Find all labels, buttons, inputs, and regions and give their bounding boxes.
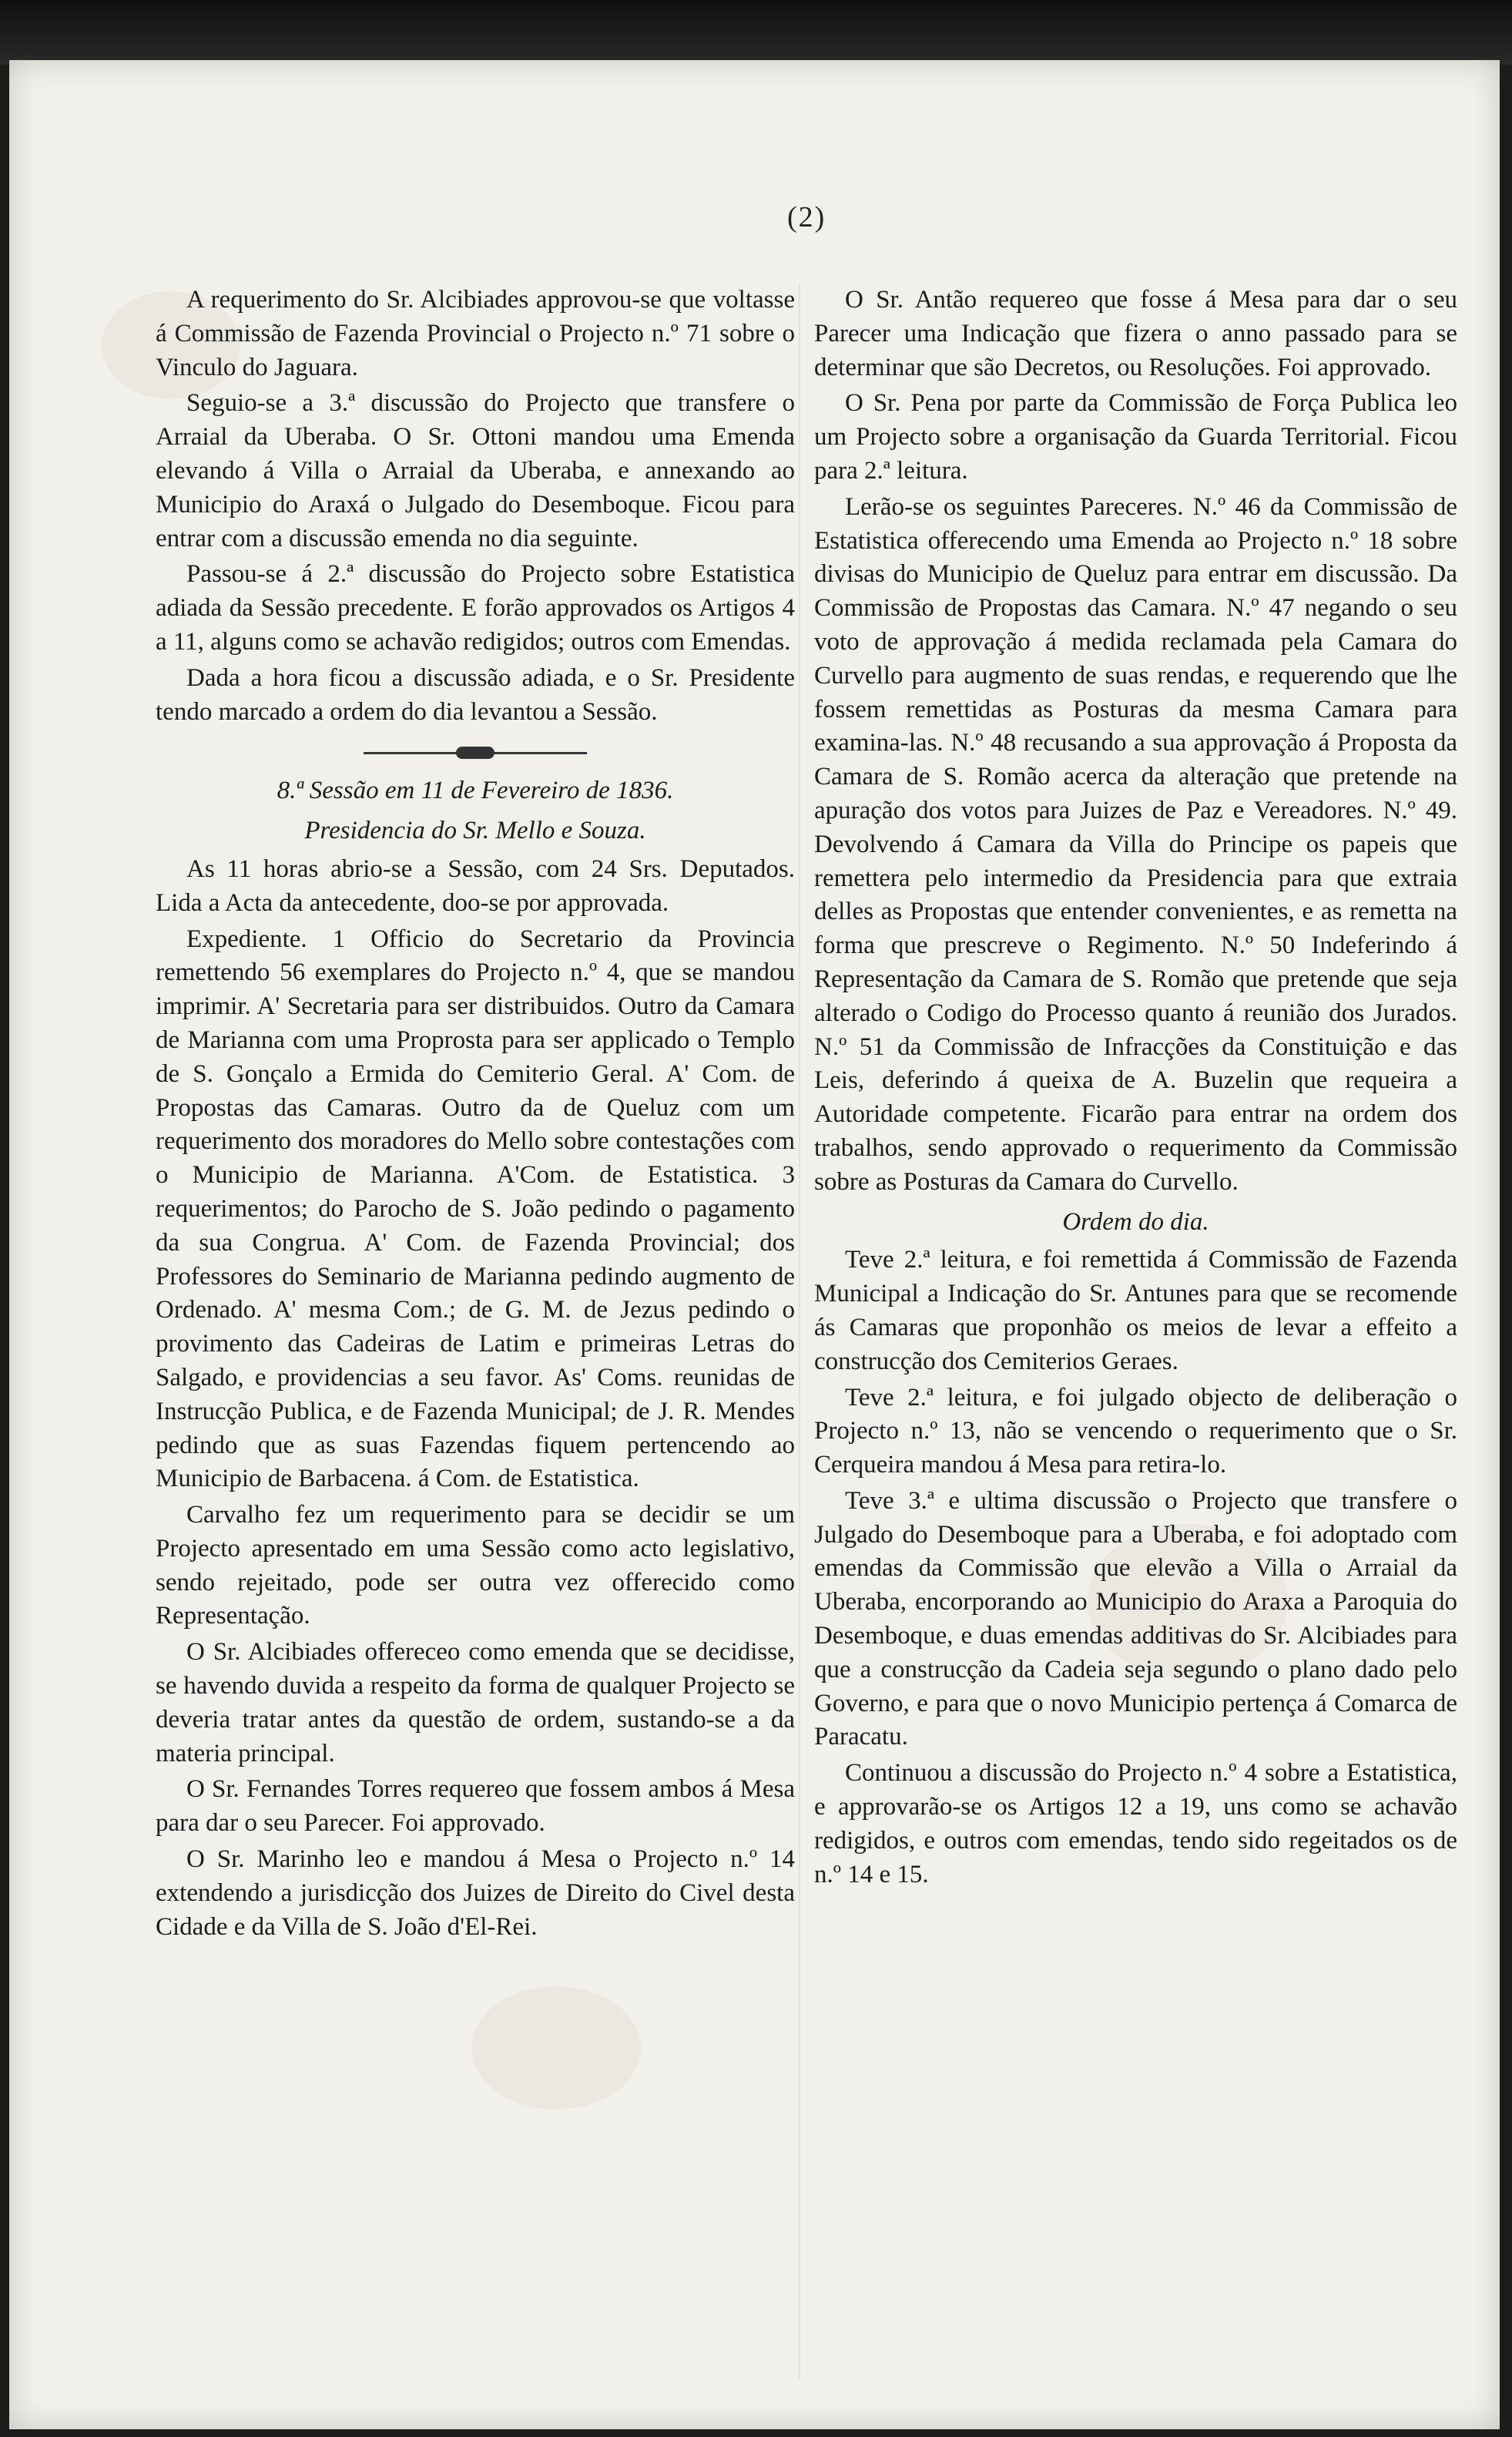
paragraph: O Sr. Marinho leo e mandou á Mesa o Projecto n.º 14 extendendo a jurisdicção dos Juizes de Direito do Civel desta Cidade e da Villa de S. João d'El-Rei. (156, 1845, 795, 1941)
column-separator (799, 284, 800, 2379)
paragraph: O Sr. Alcibiades offereceo como emenda que se decidisse, se havendo duvida a respeito da forma de qualquer Projecto se deveria tratar antes da questão de ordem, sustando-se a da materia principal. (156, 1638, 795, 1767)
paragraph: O Sr. Pena por parte da Commissão de Força Publica leo um Projecto sobre a organisação da Guarda Territorial. Ficou para 2.ª leitura. (814, 389, 1457, 485)
paragraph: O Sr. Antão requereo que fosse á Mesa para dar o seu Parecer uma Indicação que fizera o anno passado para se determinar que são Decretos, ou Resoluções. Foi approvado. (814, 286, 1457, 381)
paragraph: Continuou a discussão do Projecto n.º 4 sobre a Estatistica, e approvarão-se os Artigos 12 a 19, uns como se achavão redigidos, e outros com emendas, tendo sido regeitados os de n.º 14 e 15. (814, 1759, 1457, 1888)
session-heading: 8.ª Sessão em 11 de Fevereiro de 1836. (277, 777, 674, 805)
paragraph: Seguio-se a 3.ª discussão do Projecto que transfere o Arraial da Uberaba. O Sr. Ottoni mandou uma Emenda elevando á Villa o Arraial da Uberaba, e annexando ao Municipio do Araxá o Julgado do Desemboque. Ficou para entrar com a discussão emenda no dia seguinte. (156, 389, 795, 552)
paragraph: Passou-se á 2.ª discussão do Projecto sobre Estatistica adiada da Sessão precedente. E forão approvados os Artigos 4 a 11, alguns como se achavão redigidos; outros com Emendas. (156, 560, 795, 656)
document-page (9, 60, 1500, 2429)
paragraph: Lerão-se os seguintes Pareceres. N.º 46 da Commissão de Estatistica offerecendo uma Emenda ao Projecto n.º 18 sobre divisas do Municipio de Queluz para entrar em discussão. Da Commissão de Propostas das Camara. N.º 47 negando o seu voto de approvação á medida reclamada pela Camara do Curvello para augmento de suas rendas, e requerendo que lhe fossem remettidas as Posturas da mesma Camara para examina-las. N.º 48 recusando a sua approvação á Proposta da Camara de S. Romão acerca da alteração que pretende na apuração dos votos para Juizes de Paz e Vereadores. N.º 49. Devolvendo á Camara da Villa do Principe os papeis que remettera pelo intermedio da Presidencia para que extraia delles as Propostas que entender convenientes, e as remetta na forma que prescreve o Regimento. N.º 50 Indeferindo á Representação da Camara de S. Romão que pretende que seja alterado o Codigo do Processo quanto á reunião dos Jurados. N.º 51 da Commissão de Infracções da Constituição e das Leis, deferindo á queixa de A. Buzelin que requeira a Autoridade competente. Ficarão para entrar na ordem dos trabalhos, sendo approvado o requerimento da Commissão sobre as Posturas da Camara do Curvello. (814, 492, 1457, 1196)
right-column (814, 284, 1457, 1894)
paragraph: Teve 3.ª e ultima discussão o Projecto que transfere o Julgado do Desemboque para a Uberaba, e foi adoptado com emendas da Commissão que elevão a Villa o Arraial da Uberaba, encorporando ao Municipio do Araxa a Paroquia do Desemboque, e duas emendas additivas do Sr. Alcibiades para que a construcção da Cadeia seja segundo o plano dado pelo Governo, e para que o novo Municipio pertença á Comarca de Paracatu. (814, 1486, 1457, 1751)
paragraph: Dada a hora ficou a discussão adiada, e o Sr. Presidente tendo marcado a ordem do dia levantou a Sessão. (156, 663, 795, 726)
section-heading: Presidencia do Sr. Mello e Souza. (304, 817, 646, 845)
paragraph: As 11 horas abrio-se a Sessão, com 24 Srs. Deputados. Lida a Acta da antecedente, doo-se por approvada. (156, 854, 795, 917)
paragraph: Teve 2.ª leitura, e foi julgado objecto de deliberação o Projecto n.º 13, não se vencendo o requerimento que o Sr. Cerqueira mandou á Mesa para retira-lo. (814, 1383, 1457, 1479)
ornamental-divider (364, 752, 587, 754)
paragraph: Carvalho fez um requerimento para se decidir se um Projecto apresentado em uma Sessão como acto legislativo, sendo rejeitado, pode ser outra vez offerecido como Representação. (156, 1501, 795, 1630)
scanner-edge-strip (0, 0, 1512, 65)
section-heading: Ordem do dia. (1062, 1207, 1209, 1236)
paragraph: O Sr. Fernandes Torres requereo que fossem ambos á Mesa para dar o seu Parecer. Foi approvado. (156, 1775, 795, 1838)
paragraph: Teve 2.ª leitura, e foi remettida á Commissão de Fazenda Municipal a Indicação do Sr. Antunes para que se recomende ás Camaras que proponhão os meios de levar a effeito a construcção dos Cemiterios Geraes. (814, 1246, 1457, 1375)
paragraph: Expediente. 1 Officio do Secretario da Provincia remettendo 56 exemplares do Projecto n.º 4, que se mandou imprimir. A' Secretaria para ser distribuidos. Outro da Camara de Marianna com uma Proprosta para ser applicado o Templo de S. Gonçalo a Ermida do Cemiterio Geral. A' Com. de Propostas das Camaras. Outro da de Queluz com um requerimento dos moradores do Mello sobre contestações com o Municipio de Marianna. A'Com. de Estatistica. 3 requerimentos; do Parocho de S. João pedindo o pagamento da sua Congrua. A' Com. de Fazenda Provincial; dos Professores do Seminario de Marianna pedindo augmento de Ordenado. A' mesma Com.; de G. M. de Jezus pedindo o provimento das Cadeiras de Latim e primeiras Letras do Salgado, e providencias a seu favor. As' Coms. reunidas de Instrucção Publica, e de Fazenda Municipal; de J. R. Mendes pedindo que as suas Fazendas fiquem pertencendo ao Municipio de Barbacena. á Com. de Estatistica. (156, 925, 795, 1493)
page-number: (2) (787, 201, 826, 233)
left-column (156, 284, 795, 1946)
paragraph: A requerimento do Sr. Alcibiades approvou-se que voltasse á Commissão de Fazenda Provincial o Projecto n.º 71 sobre o Vinculo do Jaguara. (156, 286, 795, 381)
